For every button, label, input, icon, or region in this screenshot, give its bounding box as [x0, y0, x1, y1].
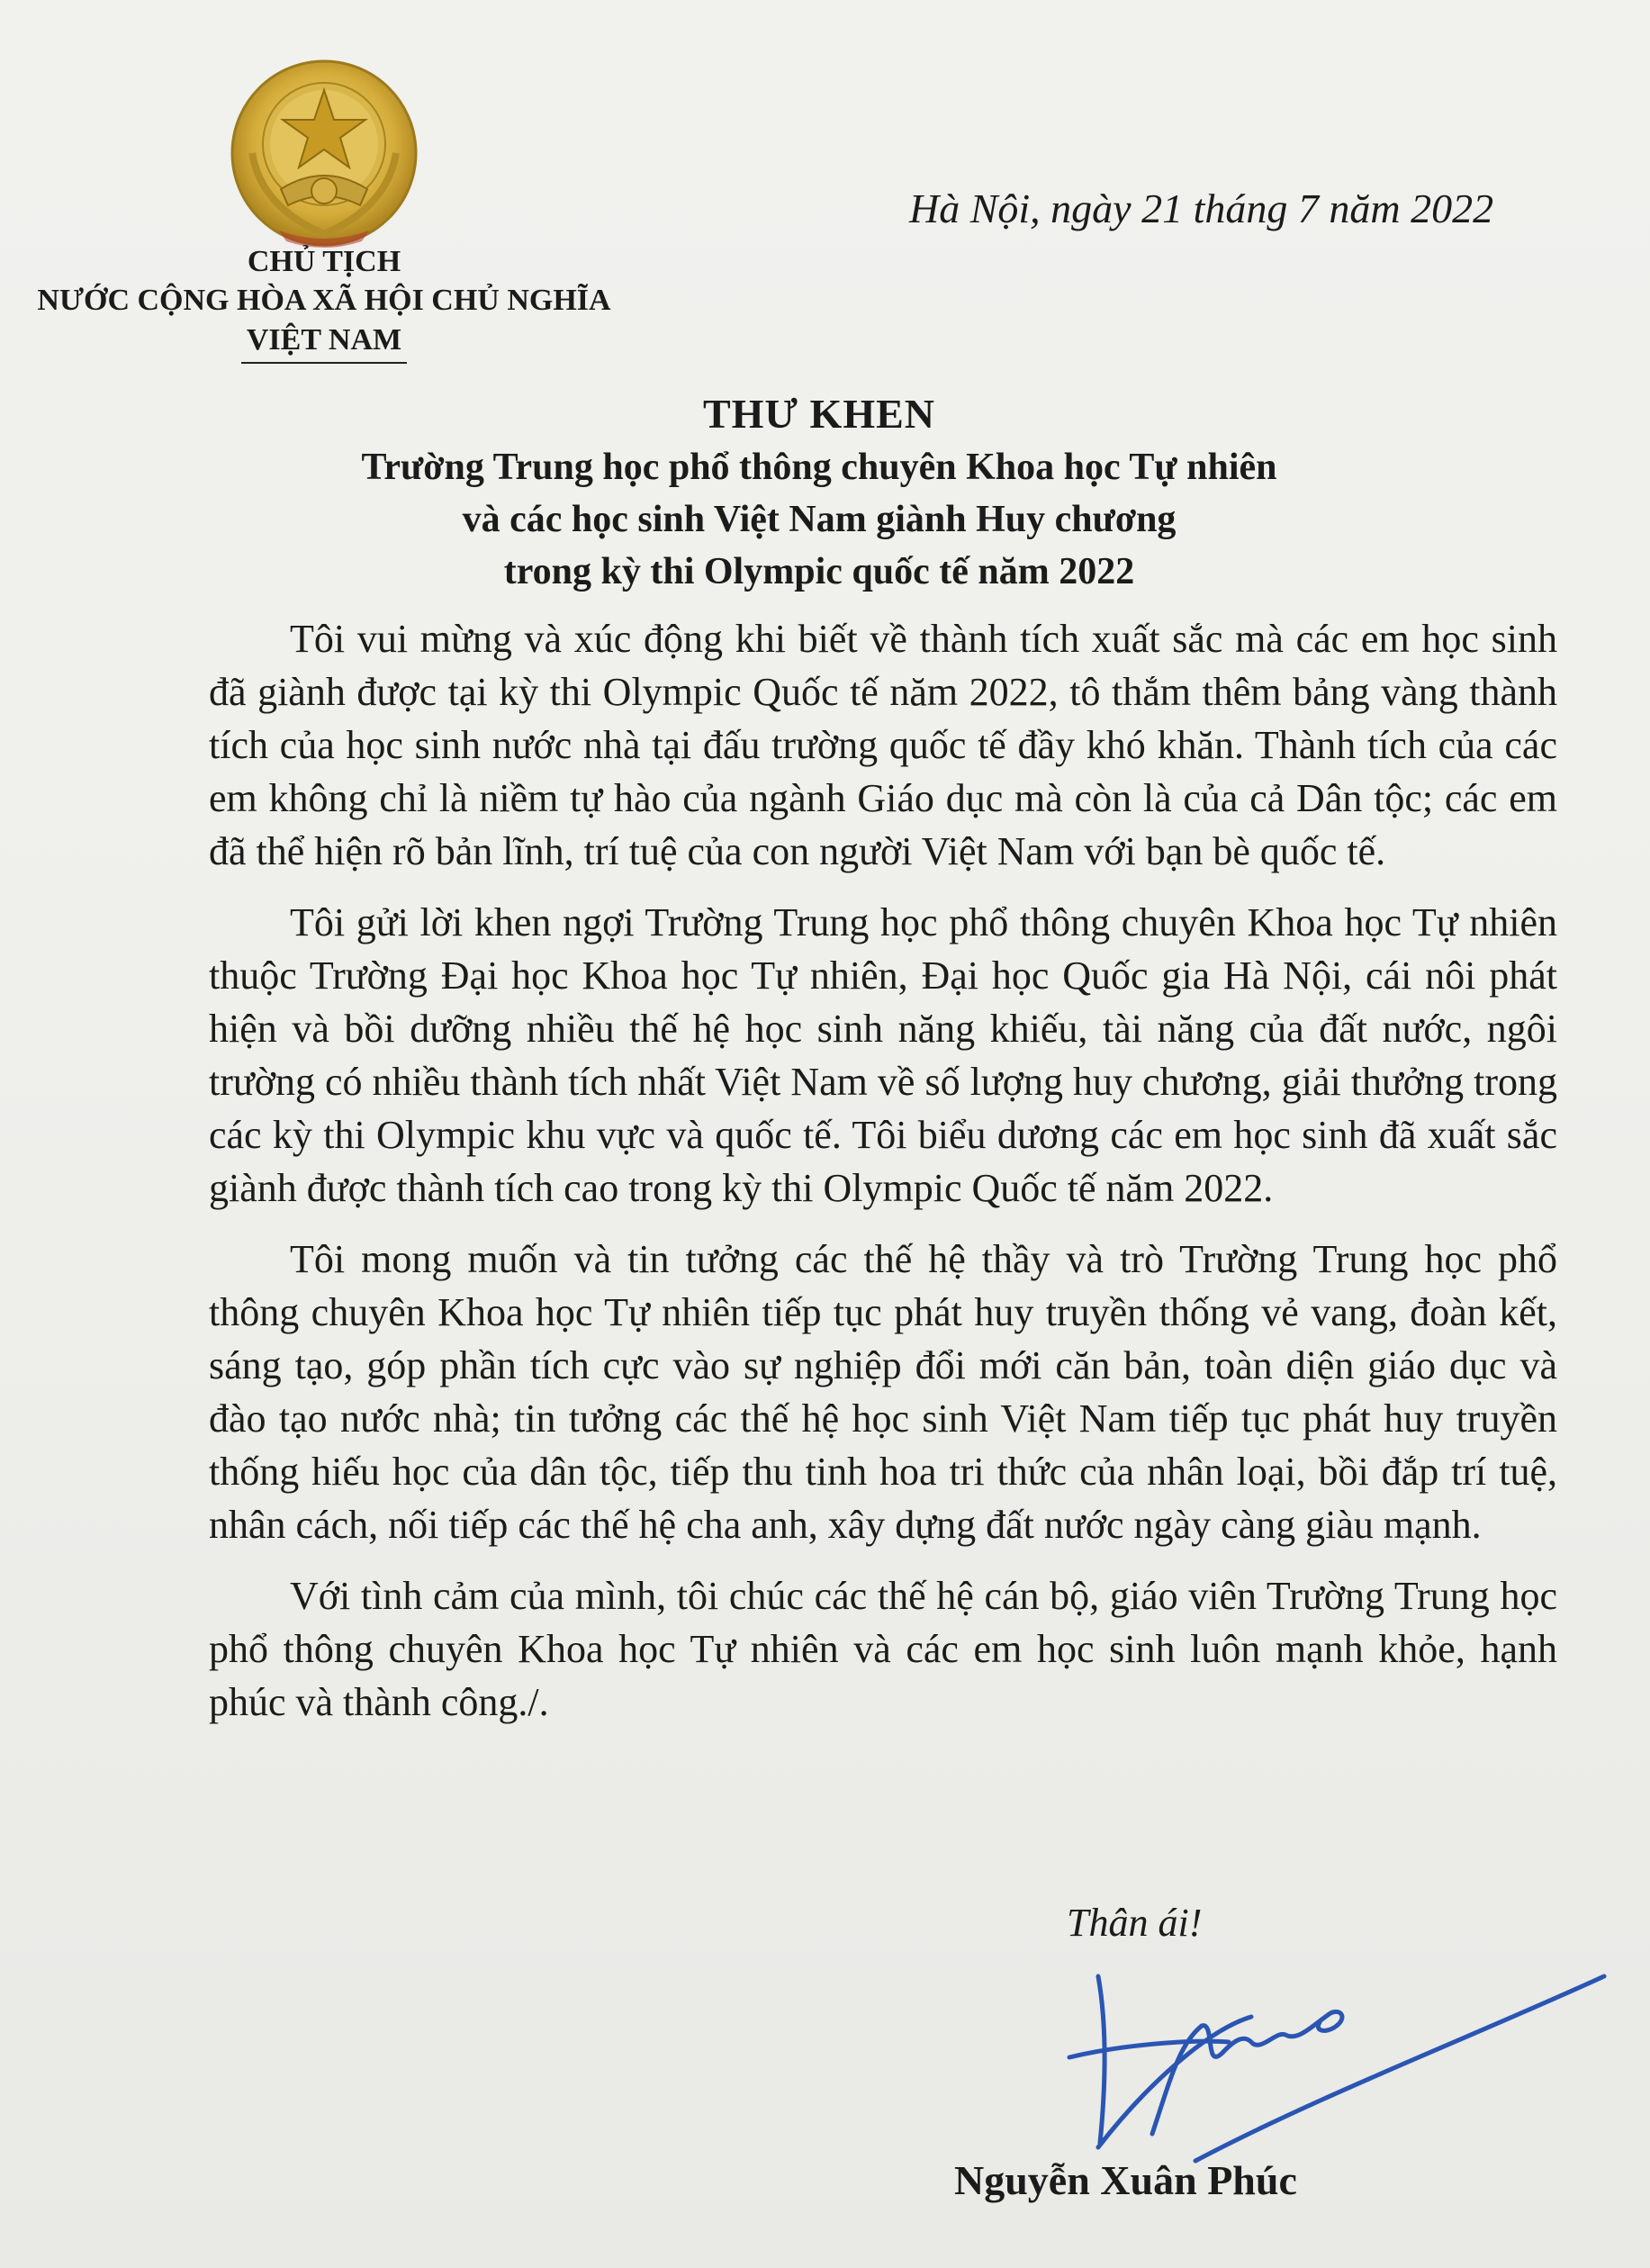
letter-body: [209, 612, 1557, 1747]
issuing-authority: [36, 243, 612, 364]
subtitle-line-1: Trường Trung học phổ thông chuyên Khoa học Tự nhiên: [361, 447, 1277, 488]
document-title: THƯ KHEN: [702, 391, 936, 437]
subtitle-line-3: trong kỳ thi Olympic quốc tế năm 2022: [503, 551, 1135, 592]
authority-line-3: VIỆT NAM: [241, 321, 407, 364]
signature-icon: [1044, 1945, 1620, 2179]
authority-line-1: CHỦ TỊCH: [247, 245, 401, 278]
dateline: Hà Nội, ngày 21 tháng 7 năm 2022: [909, 185, 1494, 231]
authority-line-2: NƯỚC CỘNG HÒA XÃ HỘI CHỦ NGHĨA: [37, 284, 611, 317]
body-paragraph-1: Tôi vui mừng và xúc động khi biết về thành tích xuất sắc mà các em học sinh đã giành được tại kỳ thi Olympic Quốc tế năm 2022, tô thắm thêm bảng vàng thành tích của học sinh nước nhà tại đấu trường quốc tế đầy khó khăn. Thành tích của các em không chỉ là niềm tự hào của ngành Giáo dục mà còn là của cả Dân tộc; các em đã thể hiện rõ bản lĩnh, trí tuệ của con người Việt Nam với bạn bè quốc tế.: [209, 617, 1557, 873]
title-block: [270, 387, 1368, 598]
subtitle-line-2: và các học sinh Việt Nam giành Huy chương: [462, 499, 1177, 540]
national-emblem-icon: [225, 54, 423, 252]
signer-name: Nguyễn Xuân Phúc: [954, 2157, 1297, 2203]
body-paragraph-4: Với tình cảm của mình, tôi chúc các thế hệ cán bộ, giáo viên Trường Trung học phổ thông chuyên Khoa học Tự nhiên và các em học sinh luôn mạnh khỏe, hạnh phúc và thành công./.: [209, 1574, 1557, 1724]
closing-salutation: Thân ái!: [1067, 1901, 1203, 1945]
body-paragraph-2: Tôi gửi lời khen ngợi Trường Trung học phổ thông chuyên Khoa học Tự nhiên thuộc Trường Đại học Khoa học Tự nhiên, Đại học Quốc gia Hà Nội, cái nôi phát hiện và bồi dưỡng nhiều thế hệ học sinh năng khiếu, tài năng của đất nước, ngôi trường có nhiều thành tích nhất Việt Nam về số lượng huy chương, giải thưởng trong các kỳ thi Olympic khu vực và quốc tế. Tôi biểu dương các em học sinh đã xuất sắc giành được thành tích cao trong kỳ thi Olympic Quốc tế năm 2022.: [209, 900, 1557, 1210]
body-paragraph-3: Tôi mong muốn và tin tưởng các thế hệ thầy và trò Trường Trung học phổ thông chuyên Khoa học Tự nhiên tiếp tục phát huy truyền thống vẻ vang, đoàn kết, sáng tạo, góp phần tích cực vào sự nghiệp đổi mới căn bản, toàn diện giáo dục và đào tạo nước nhà; tin tưởng các thế hệ học sinh Việt Nam tiếp tục phát huy truyền thống hiếu học của dân tộc, tiếp thu tinh hoa tri thức của nhân loại, bồi đắp trí tuệ, nhân cách, nối tiếp các thế hệ cha anh, xây dựng đất nước ngày càng giàu mạnh.: [209, 1237, 1557, 1547]
